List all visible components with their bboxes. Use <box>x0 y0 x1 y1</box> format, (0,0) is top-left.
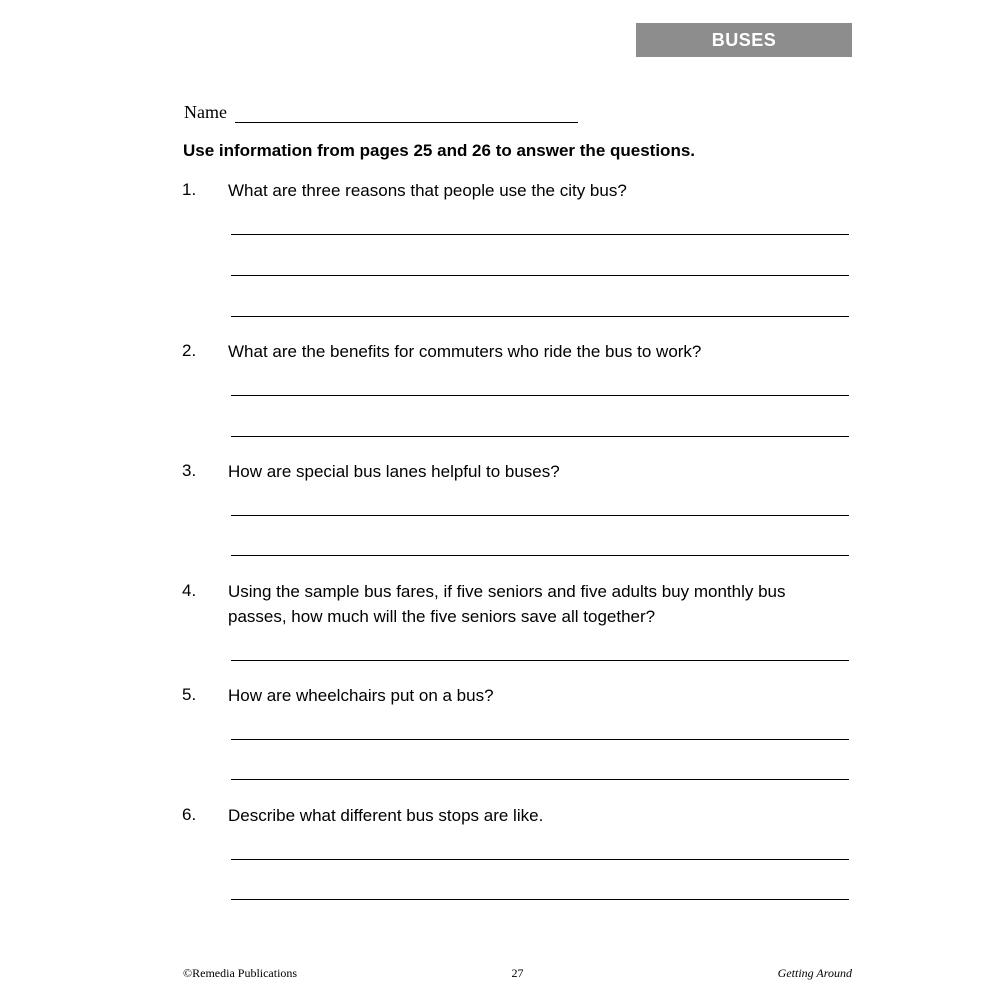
section-header-badge <box>636 23 852 57</box>
question-5-answer-line-2[interactable] <box>231 779 849 780</box>
footer-book-title: Getting Around <box>777 966 852 980</box>
question-2-answer-line-1[interactable] <box>231 395 849 396</box>
question-5-text: How are wheelchairs put on a bus? <box>228 686 494 705</box>
question-3-answer-line-2[interactable] <box>231 555 849 556</box>
question-1-answer-line-3[interactable] <box>231 316 849 317</box>
question-6-text: Describe what different bus stops are like. <box>228 806 544 825</box>
question-6-answer-line-1[interactable] <box>231 859 849 860</box>
question-5-answer-line-1[interactable] <box>231 739 849 740</box>
question-3-text: How are special bus lanes helpful to buses? <box>228 462 560 481</box>
question-2-text: What are the benefits for commuters who ride the bus to work? <box>228 342 702 361</box>
question-3-number: 3. <box>182 461 197 480</box>
question-4-text: Using the sample bus fares, if five seniors and five adults buy monthly bus passes, how much will the five seniors save all together? <box>228 582 786 626</box>
question-2-answer-line-2[interactable] <box>231 436 849 437</box>
question-1-answer-line-1[interactable] <box>231 234 849 235</box>
instructions: Use information from pages 25 and 26 to answer the questions. <box>183 141 696 160</box>
footer-publisher: ©Remedia Publications <box>183 966 298 980</box>
question-5-number: 5. <box>182 685 197 704</box>
question-3-answer-line-1[interactable] <box>231 515 849 516</box>
section-title: BUSES <box>711 29 777 50</box>
question-1-text: What are three reasons that people use the city bus? <box>228 181 627 200</box>
question-1-answer-line-2[interactable] <box>231 275 849 276</box>
question-4-answer-line-1[interactable] <box>231 660 849 661</box>
question-2-number: 2. <box>182 341 197 360</box>
name-answer-line[interactable] <box>235 104 578 123</box>
question-1-number: 1. <box>182 180 197 199</box>
footer-page-number: 27 <box>511 966 524 980</box>
name-label: Name <box>184 102 227 122</box>
question-4-number: 4. <box>182 581 197 600</box>
question-6-number: 6. <box>182 805 197 824</box>
name-field-row <box>184 99 578 123</box>
question-6-answer-line-2[interactable] <box>231 899 849 900</box>
